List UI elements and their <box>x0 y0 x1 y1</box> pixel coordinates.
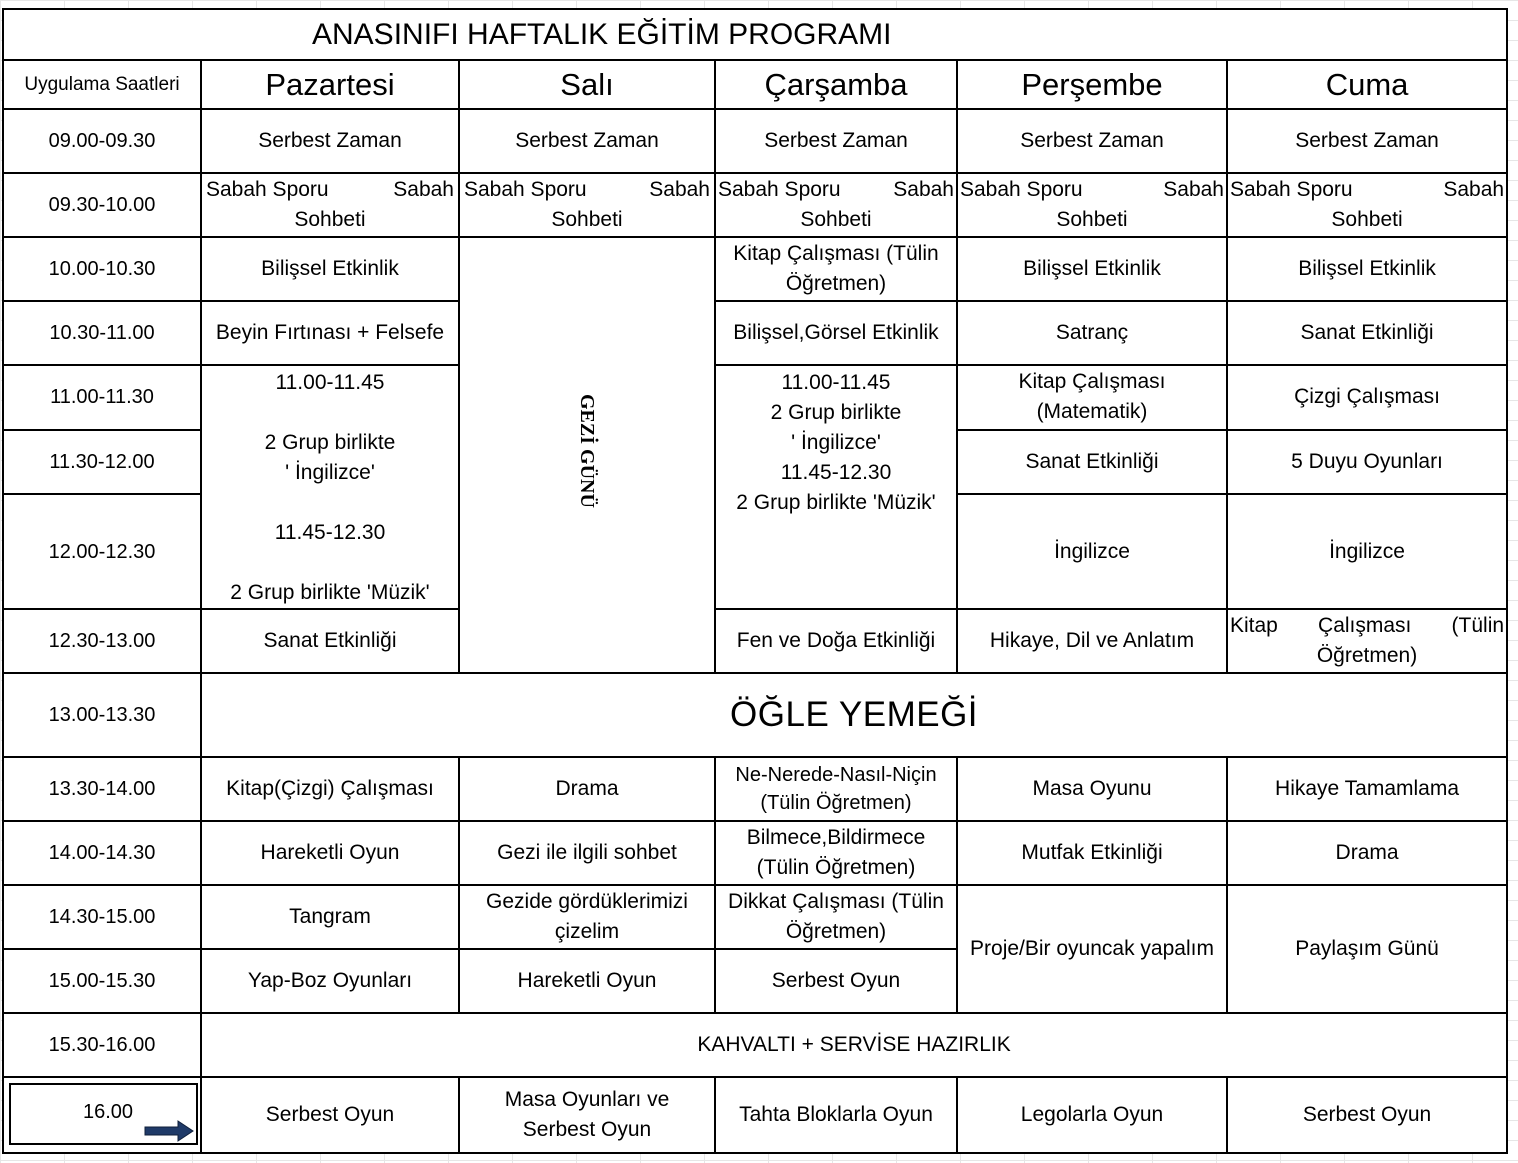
activity-cell: Ne-Nerede-Nasıl-Niçin (Tülin Öğretmen) <box>715 757 957 821</box>
activity-cell: Serbest Oyun <box>1227 1077 1507 1153</box>
header-row <box>3 60 1507 109</box>
activity-cell: Paylaşım Günü <box>1227 885 1507 1013</box>
activity-text: Sabah Sporu <box>464 178 587 201</box>
activity-cell: Kitap Çalışması (Matematik) <box>957 365 1227 430</box>
time-cell: 13.30-14.00 <box>3 757 201 821</box>
activity-cell: Yap-Boz Oyunları <box>201 949 459 1013</box>
day-header-tuesday: Salı <box>459 60 715 109</box>
activity-cell: Drama <box>459 757 715 821</box>
activity-cell: Bilişsel,Görsel Etkinlik <box>715 301 957 365</box>
activity-cell: İngilizce <box>957 494 1227 609</box>
right-arrow-icon <box>144 1120 194 1142</box>
activity-cell: Sanat Etkinliği <box>957 430 1227 495</box>
block-line: 2 Grup birlikte 'Müzik' <box>736 491 936 514</box>
activity-cell <box>201 173 459 237</box>
table-row <box>3 609 1507 673</box>
activity-cell: Çizgi Çalışması <box>1227 365 1507 430</box>
activity-cell: Dikkat Çalışması (Tülin Öğretmen) <box>715 885 957 949</box>
activity-cell: Hikaye, Dil ve Anlatım <box>957 609 1227 673</box>
activity-cell: Gezide gördüklerimizi çizelim <box>459 885 715 949</box>
activity-cell: 5 Duyu Oyunları <box>1227 430 1507 495</box>
activity-cell: Fen ve Doğa Etkinliği <box>715 609 957 673</box>
block-line: 2 Grup birlikte 'Müzik' <box>230 581 430 604</box>
activity-cell: Tangram <box>201 885 459 949</box>
block-line: 11.00-11.45 <box>275 371 385 394</box>
block-line: ' İngilizce' <box>791 431 881 454</box>
time-column-header: Uygulama Saatleri <box>3 60 201 109</box>
activity-cell: Sanat Etkinliği <box>201 609 459 673</box>
time-cell: 14.30-15.00 <box>3 885 201 949</box>
activity-cell: Serbest Oyun <box>715 949 957 1013</box>
table-row <box>3 173 1507 237</box>
table-row <box>3 673 1507 757</box>
activity-cell: Sanat Etkinliği <box>1227 301 1507 365</box>
activity-cell: Legolarla Oyun <box>957 1077 1227 1153</box>
activity-text: Sabah <box>893 178 954 201</box>
table-row <box>3 365 1507 430</box>
gezi-gunu-label: GEZİ GÜNÜ <box>576 393 598 508</box>
block-line: 11.00-11.45 <box>781 371 891 394</box>
time-cell: 12.30-13.00 <box>3 609 201 673</box>
activity-cell: İngilizce <box>1227 494 1507 609</box>
table-row <box>3 237 1507 301</box>
activity-text: Sohbeti <box>800 208 872 231</box>
time-cell <box>3 1077 201 1153</box>
activity-text: Sohbeti <box>1056 208 1128 231</box>
activity-text: Sabah <box>1163 178 1224 201</box>
activity-cell: Serbest Zaman <box>715 109 957 173</box>
activity-cell <box>1227 173 1507 237</box>
activity-cell <box>957 173 1227 237</box>
activity-text: Sohbeti <box>551 208 623 231</box>
activity-text: Sabah Sporu <box>718 178 841 201</box>
blank-line <box>206 548 454 578</box>
blank-line <box>206 398 454 428</box>
activity-text: Sohbeti <box>294 208 366 231</box>
activity-cell: Bilmece,Bildirmece (Tülin Öğretmen) <box>715 821 957 885</box>
activity-text: Sabah <box>649 178 710 201</box>
activity-cell: Masa Oyunu <box>957 757 1227 821</box>
day-header-wednesday: Çarşamba <box>715 60 957 109</box>
table-row <box>3 885 1507 949</box>
block-line: 11.45-12.30 <box>780 461 892 484</box>
activity-cell: Satranç <box>957 301 1227 365</box>
lunch-cell: ÖĞLE YEMEĞİ <box>201 673 1507 757</box>
activity-cell: Hikaye Tamamlama <box>1227 757 1507 821</box>
time-cell: 15.30-16.00 <box>3 1013 201 1077</box>
activity-text: Sabah <box>393 178 454 201</box>
time-cell: 14.00-14.30 <box>3 821 201 885</box>
activity-text: Sabah Sporu <box>1230 178 1353 201</box>
activity-text: Sabah Sporu <box>206 178 329 201</box>
table-row <box>3 821 1507 885</box>
activity-cell: Drama <box>1227 821 1507 885</box>
block-line: 11.45-12.30 <box>274 521 386 544</box>
day-header-friday: Cuma <box>1227 60 1507 109</box>
activity-cell: Hareketli Oyun <box>201 821 459 885</box>
block-line: 2 Grup birlikte <box>770 401 902 424</box>
activity-cell: Kitap Çalışması (Tülin Öğretmen) <box>1227 609 1507 673</box>
time-cell: 10.00-10.30 <box>3 237 201 301</box>
time-cell: 11.30-12.00 <box>3 430 201 495</box>
activity-cell: Tahta Bloklarla Oyun <box>715 1077 957 1153</box>
time-cell: 15.00-15.30 <box>3 949 201 1013</box>
gezi-gunu-cell <box>459 237 715 673</box>
table-row <box>3 109 1507 173</box>
activity-cell: Serbest Oyun <box>201 1077 459 1153</box>
page-title: ANASINIFI HAFTALIK EĞİTİM PROGRAMI <box>3 9 1507 60</box>
day-header-monday: Pazartesi <box>201 60 459 109</box>
activity-cell: Kitap(Çizgi) Çalışması <box>201 757 459 821</box>
wednesday-english-music-block <box>715 365 957 609</box>
activity-cell: Bilişsel Etkinlik <box>201 237 459 301</box>
table-row <box>3 1013 1507 1077</box>
block-line: ' İngilizce' <box>285 461 375 484</box>
activity-cell: Mutfak Etkinliği <box>957 821 1227 885</box>
title-row <box>3 9 1507 60</box>
activity-cell: Proje/Bir oyuncak yapalım <box>957 885 1227 1013</box>
blank-line <box>206 488 454 518</box>
monday-english-music-block <box>201 365 459 609</box>
day-header-thursday: Perşembe <box>957 60 1227 109</box>
time-cell: 10.30-11.00 <box>3 301 201 365</box>
activity-cell: Serbest Zaman <box>1227 109 1507 173</box>
time-cell: 12.00-12.30 <box>3 494 201 609</box>
activity-cell <box>459 173 715 237</box>
activity-cell: Bilişsel Etkinlik <box>1227 237 1507 301</box>
breakfast-cell: KAHVALTI + SERVİSE HAZIRLIK <box>201 1013 1507 1077</box>
activity-cell: Serbest Zaman <box>201 109 459 173</box>
activity-cell <box>715 173 957 237</box>
time-cell: 09.30-10.00 <box>3 173 201 237</box>
activity-text: Sohbeti <box>1331 208 1403 231</box>
time-cell: 09.00-09.30 <box>3 109 201 173</box>
table-row <box>3 301 1507 365</box>
activity-cell: Gezi ile ilgili sohbet <box>459 821 715 885</box>
activity-cell: Serbest Zaman <box>459 109 715 173</box>
activity-cell: Masa Oyunları ve Serbest Oyun <box>459 1077 715 1153</box>
table-row <box>3 757 1507 821</box>
table-row <box>3 1077 1507 1153</box>
activity-text: Sabah <box>1443 178 1505 201</box>
activity-cell: Hareketli Oyun <box>459 949 715 1013</box>
activity-cell: Kitap Çalışması (Tülin Öğretmen) <box>715 237 957 301</box>
weekly-schedule-table <box>2 8 1508 1154</box>
activity-cell: Serbest Zaman <box>957 109 1227 173</box>
block-line: 2 Grup birlikte <box>264 431 396 454</box>
time-cell: 13.00-13.30 <box>3 673 201 757</box>
time-label: 16.00 <box>83 1101 134 1123</box>
activity-text: Sabah Sporu <box>960 178 1083 201</box>
activity-cell: Beyin Fırtınası + Felsefe <box>201 301 459 365</box>
time-cell: 11.00-11.30 <box>3 365 201 430</box>
activity-cell: Bilişsel Etkinlik <box>957 237 1227 301</box>
